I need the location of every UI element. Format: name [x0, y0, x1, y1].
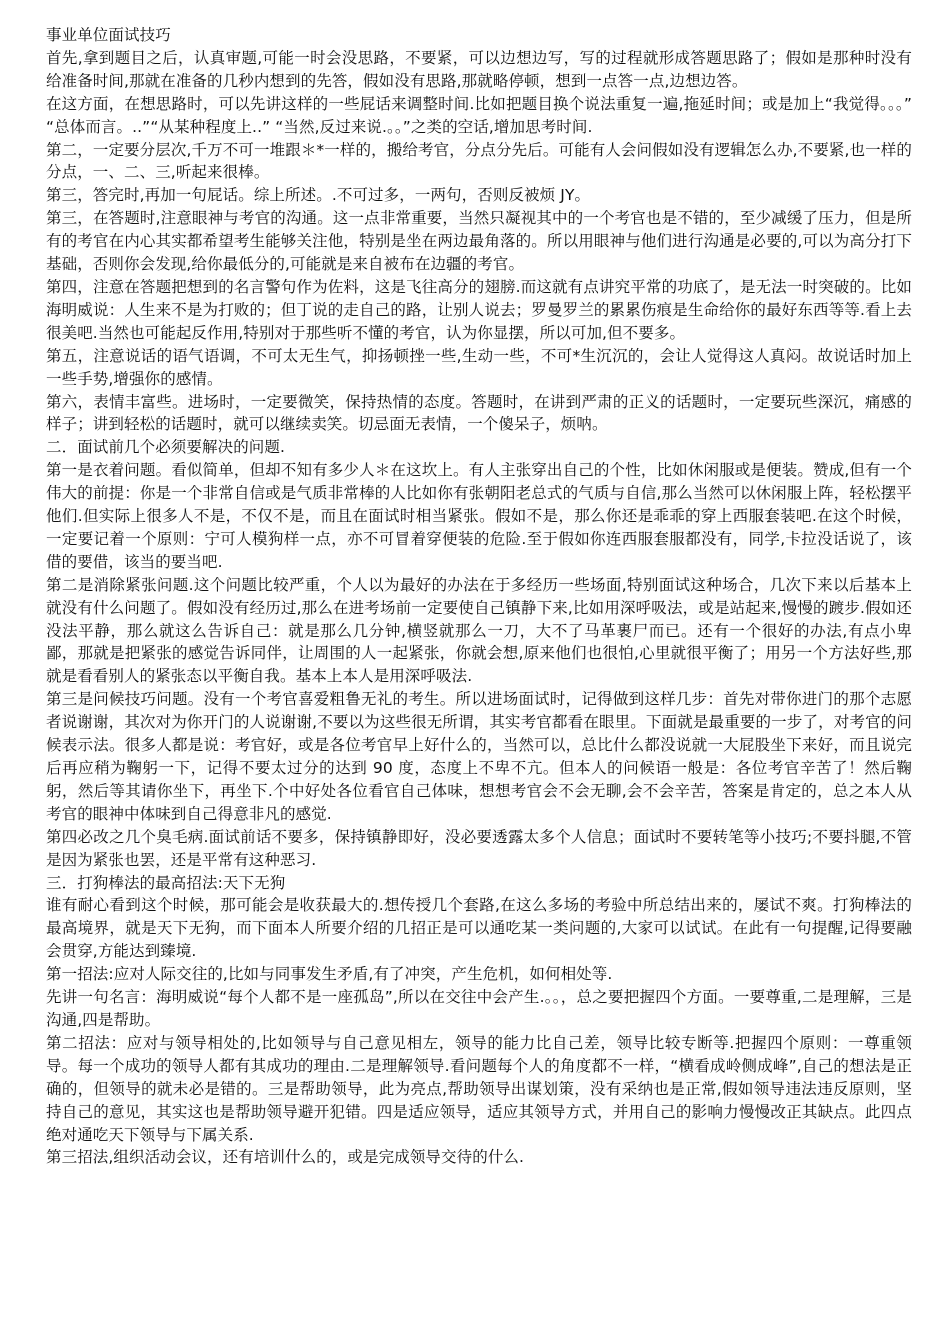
paragraph: 第五，注意说话的语气语调，不可太无生气，抑扬顿挫一些,生动一些，不可*生沉沉的，会让人觉得这人真闷。故说话时加上一些手势,增强你的感情。 — [46, 346, 912, 388]
paragraph: 在这方面，在想思路时，可以先讲这样的一些屁话来调整时间.比如把题目换个说法重复一遍,拖延时间；或是加上“我觉得。。。” “总体而言。..”“从某种程度上..” “当然,反过来说.。。”之类的空话,增加思考时间. — [46, 94, 912, 136]
paragraph: 第二是消除紧张问题.这个问题比较严重，个人以为最好的办法在于多经历一些场面,特别面试这种场合，几次下来以后基本上就没有什么问题了。假如没有经历过,那么在进考场前一定要使自己镇静下来,比如用深呼吸法，或是站起来,慢慢的踱步.假如还没法平静，那么就这么告诉自己：就是那么几分钟,横竖就那么一刀，大不了马革裹尸而已。还有一个很好的办法,有点小卑鄙，那就是把紧张的感觉告诉同伴，让周围的人一起紧张，你就会想,原来他们也很怕,心里就很平衡了；用另一个方法好些,那就是看看别人的紧张态以平衡自我。基本上本人是用深呼吸法. — [46, 575, 912, 686]
paragraph: 第三招法,组织活动会议，还有培训什么的，或是完成领导交待的什么. — [46, 1148, 525, 1167]
paragraph: 第一是衣着问题。看似简单，但却不知有多少人＊在这坎上。有人主张穿出自己的个性，比如休闲服或是便装。赞成,但有一个伟大的前提：你是一个非常自信或是气质非常棒的人比如你有张朝阳老总式的气质与自信,那么当然可以休闲服上阵，轻松摆平他们.但实际上很多人不是，不仅不是，而且在面试时相当紧张。假如不是，那么你还是乖乖的穿上西服套装吧.在这个时候，一定要记着一个原则：宁可人模狗样一点，亦不可冒着穿便装的危险.至于假如你连西服套服都没有，同学,卡拉没话说了，该借的要借，该当的要当吧. — [46, 461, 912, 571]
paragraph: 谁有耐心看到这个时候，那可能会是收获最大的.想传授几个套路,在这么多场的考验中所总结出来的，屡试不爽。打狗棒法的最高境界，就是天下无狗，而下面本人所要介绍的几招正是可以通吃某一类问题的,大家可以试试。在此有一句提醒,记得要融会贯穿,方能达到臻境. — [46, 896, 912, 961]
paragraph: 第三，在答题时,注意眼神与考官的沟通。这一点非常重要，当然只凝视其中的一个考官也是不错的，至少减缓了压力，但是所有的考官在内心其实都希望考生能够关注他，特别是坐在两边最角落的。所以用眼神与他们进行沟通是必要的,可以为高分打下基础，否则你会发现,给你最低分的,可能就是来自被布在边疆的考官。 — [46, 209, 912, 274]
document-title: 事业单位面试技巧 — [46, 26, 171, 44]
paragraph: 第二招法：应对与领导相处的,比如领导与自己意见相左，领导的能力比自己差，领导比较专断等.把握四个原则：一尊重领导。每一个成功的领导人都有其成功的理由.二是理解领导.看问题每个人的角度都不一样，“横看成岭侧成峰”,自己的想法是正确的，但领导的就未必是错的。三是帮助领导，此为亮点,帮助领导出谋划策，没有采纳也是正常,假如领导违法违反原则，坚持自己的意见，其实这也是帮助领导避开犯错。四是适应领导，适应其领导方式，并用自己的影响力慢慢改正其缺点。此四点绝对通吃天下领导与下属关系. — [46, 1033, 912, 1144]
section-heading: 二．面试前几个必须要解决的问题. — [46, 438, 286, 457]
paragraph: 第三，答完时,再加一句屁话。综上所述。.不可过多，一两句，否则反被烦 JY。 — [46, 186, 591, 205]
paragraph: 第四，注意在答题把想到的名言警句作为佐料，这是飞往高分的翅膀.而这就有点讲究平常的功底了，是无法一时突破的。比如海明威说：人生来不是为打败的；但丁说的走自己的路，让别人说去；罗曼罗兰的累累伤痕是生命给你的最好东西等等.看上去很美吧.当然也可能起反作用,特别对于那些听不懂的考官，认为你显摆，所以可加,但不要多。 — [46, 277, 912, 342]
paragraph: 第二，一定要分层次,千万不可一堆跟＊*一样的，搬给考官，分点分先后。可能有人会问假如没有逻辑怎么办,不要紧,也一样的分点，一、二、三,听起来很棒。 — [46, 140, 912, 182]
paragraph: 先讲一句名言：海明威说“每个人都不是一座孤岛”,所以在交往中会产生.。。，总之要把握四个方面。一要尊重,二是理解，三是沟通,四是帮助。 — [46, 988, 912, 1029]
paragraph: 第六，表情丰富些。进场时，一定要微笑，保持热情的态度。答题时，在讲到严肃的正义的话题时，一定要玩些深沉，痛感的样子；讲到轻松的话题时，就可以继续卖笑。切忌面无表情，一个傻呆子，烦呐。 — [46, 392, 912, 434]
paragraph: 第四必改之几个臭毛病.面试前话不要多，保持镇静即好，没必要透露太多个人信息；面试时不要转笔等小技巧;不要抖腿,不管是因为紧张也罢，还是平常有这种恶习. — [46, 827, 912, 869]
section-heading: 三．打狗棒法的最高招法:天下无狗 — [46, 873, 286, 892]
paragraph: 首先,拿到题目之后，认真审题,可能一时会没思路，不要紧，可以边想边写，写的过程就形成答题思路了；假如是那种时没有给准备时间,那就在准备的几秒内想到的先答，假如没有思路,那就略停顿，想到一点答一点,边想边答。 — [46, 48, 912, 90]
paragraph: 第三是问候技巧问题。没有一个考官喜爱粗鲁无礼的考生。所以进场面试时，记得做到这样几步：首先对带你进门的那个志愿者说谢谢，其次对为你开门的人说谢谢,不要以为这些很无所谓，其实考官都看在眼里。下面就是最重要的一步了，对考官的问候表示法。很多人都是说：考官好，或是各位考官早上好什么的，当然可以，总比什么都没说就一大屁股坐下来好，而且说完后再应稍为鞠躬一下，记得不要太过分的达到 90 度，态度上不卑不亢。但本人的问候语一般是：各位考官辛苦了！然后鞠躬，然后等其请你坐下，再坐下.个中好处各位看官自己体味，想想考官会不会无聊,会不会辛苦，答案是肯定的，总之本人从考官的眼神中体味到自己得意非凡的感觉. — [46, 690, 912, 823]
document-page — [46, 24, 912, 1169]
paragraph: 第一招法:应对人际交往的,比如与同事发生矛盾,有了冲突，产生危机，如何相处等. — [46, 965, 613, 984]
